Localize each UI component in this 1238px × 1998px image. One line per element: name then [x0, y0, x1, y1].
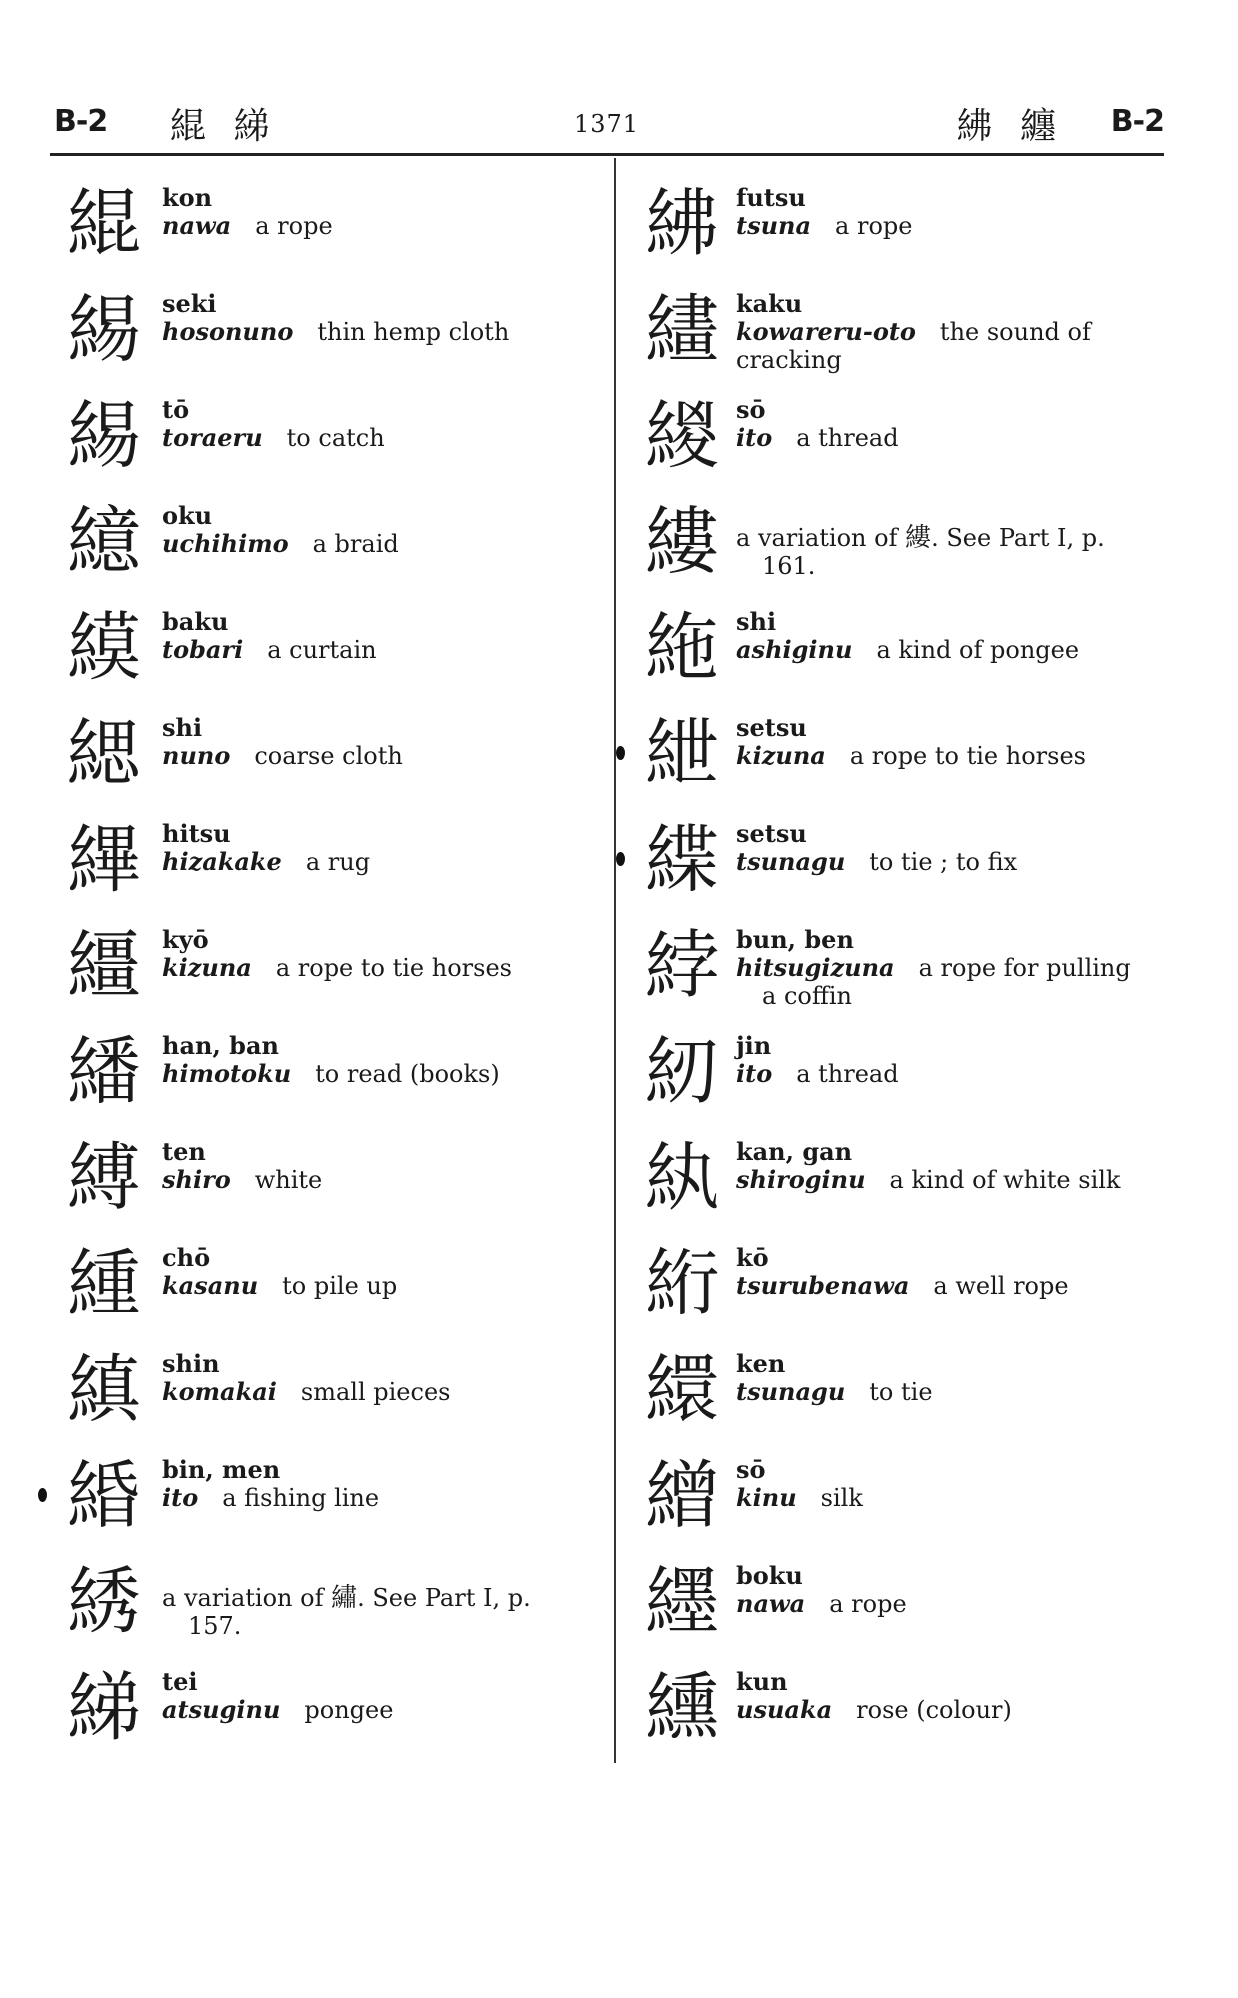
- dictionary-entry: [52, 372, 597, 478]
- variation-line: [736, 524, 1166, 552]
- entry-japanese: kizuna: [736, 741, 826, 770]
- entry-definition: a rug: [305, 848, 371, 876]
- entry-meaning-line: [162, 636, 597, 664]
- entry-meaning-line: [736, 424, 1166, 452]
- entry-kanji: 緍: [67, 1453, 141, 1539]
- entry-japanese: shiroginu: [736, 1165, 866, 1194]
- entry-kanji: 縛: [67, 1135, 141, 1221]
- entry-definition: a kind of pongee: [876, 636, 1080, 664]
- entry-text: [162, 1244, 597, 1300]
- entry-definition: a thread: [796, 424, 899, 452]
- entry-definition: a rope: [255, 212, 333, 240]
- entry-kanji: 緆: [67, 287, 141, 373]
- entry-definition: coarse cloth: [254, 742, 403, 770]
- section-label-left: B-2: [54, 104, 108, 139]
- entry-meaning-line: [736, 1696, 1166, 1724]
- entry-reading: sō: [736, 1455, 766, 1484]
- entry-text: [162, 1456, 597, 1512]
- entry-reading: jin: [736, 1031, 772, 1060]
- variation-reference: . See Part I, p.: [931, 524, 1105, 552]
- entry-japanese: usuaka: [736, 1695, 833, 1724]
- dictionary-entry: [626, 372, 1166, 478]
- entry-reading: chō: [162, 1243, 211, 1272]
- entry-definition: thin hemp cloth: [317, 318, 510, 346]
- entry-reading: kon: [162, 183, 213, 212]
- entry-definition: to tie ; to fix: [869, 848, 1018, 876]
- entry-japanese: shiro: [162, 1165, 231, 1194]
- entry-text: [736, 1456, 1166, 1512]
- entry-kanji: 紼: [645, 181, 719, 267]
- entry-reading: futsu: [736, 183, 806, 212]
- entry-meaning-line: [736, 212, 1166, 240]
- entry-meaning-line: [736, 1484, 1166, 1512]
- entry-japanese: kinu: [736, 1483, 797, 1512]
- entry-japanese: kasanu: [162, 1271, 259, 1300]
- entry-kanji: 繒: [645, 1453, 719, 1539]
- entry-reading: kun: [736, 1667, 788, 1696]
- entry-text: [162, 1350, 597, 1406]
- entry-japanese: ito: [736, 423, 773, 452]
- entry-definition: a rope: [829, 1590, 907, 1618]
- entry-marker-dot: [38, 1488, 47, 1502]
- entry-reading: shi: [162, 713, 203, 742]
- variation-page: 157.: [188, 1612, 242, 1640]
- entry-meaning-line: [736, 742, 1166, 770]
- section-label-right: B-2: [1110, 104, 1164, 139]
- entry-definition: a rope to tie horses: [275, 954, 512, 982]
- entry-text: [162, 290, 597, 346]
- entry-definition: the sound of: [939, 318, 1091, 346]
- entry-text: [162, 1668, 597, 1724]
- entry-text: [736, 1668, 1166, 1724]
- entry-meaning-line: [736, 1166, 1166, 1194]
- entry-reading: kō: [736, 1243, 769, 1272]
- entry-text: [736, 926, 1166, 1010]
- dictionary-entry: [52, 1432, 597, 1538]
- entry-kanji: 緤: [645, 817, 719, 903]
- entry-kanji: 緆: [67, 393, 141, 479]
- entry-kanji: 纆: [645, 1559, 719, 1645]
- entry-japanese: ashiginu: [736, 635, 853, 664]
- entry-reading: boku: [736, 1561, 803, 1590]
- entry-kanji: 綈: [67, 1665, 141, 1751]
- entry-text: [736, 1032, 1166, 1088]
- dictionary-entry: [626, 478, 1166, 584]
- entry-kanji: 綉: [67, 1559, 141, 1645]
- variation-page: 161.: [762, 552, 816, 580]
- entry-kanji: 繶: [67, 499, 141, 585]
- entry-japanese: atsuginu: [162, 1695, 281, 1724]
- entry-reading: tō: [162, 395, 190, 424]
- entry-kanji: 纁: [645, 1665, 719, 1751]
- entry-japanese: toraeru: [162, 423, 263, 452]
- page-header: [52, 96, 1164, 156]
- entry-text: [736, 608, 1166, 664]
- entry-definition: a well rope: [933, 1272, 1069, 1300]
- entry-reading: kyō: [162, 925, 209, 954]
- entry-reading: kan, gan: [736, 1137, 853, 1166]
- entry-meaning-line: [736, 848, 1166, 876]
- dictionary-entry: [626, 902, 1166, 1008]
- entry-definition: small pieces: [300, 1378, 451, 1406]
- entry-kanji: 紲: [645, 711, 719, 797]
- entry-japanese: hosonuno: [162, 317, 294, 346]
- variation-prefix: a variation of: [736, 524, 898, 552]
- entry-kanji: 緟: [67, 1241, 141, 1327]
- entry-meaning-line: [736, 1378, 1166, 1406]
- entry-kanji: 縷: [645, 499, 719, 585]
- entry-meaning-line: [162, 848, 597, 876]
- entry-kanji: 縪: [67, 817, 141, 903]
- entry-reading: tei: [162, 1667, 198, 1696]
- entry-text: [736, 290, 1166, 374]
- entry-reading: oku: [162, 501, 213, 530]
- entry-text: [162, 1032, 597, 1088]
- entry-meaning-line: [162, 1272, 597, 1300]
- dictionary-entry: [52, 902, 597, 1008]
- entry-definition: to read (books): [315, 1060, 500, 1088]
- entry-kanji: 紉: [645, 1029, 719, 1115]
- entry-text: [736, 184, 1166, 240]
- entry-reading: baku: [162, 607, 229, 636]
- entry-japanese: uchihimo: [162, 529, 289, 558]
- dictionary-entry: [52, 796, 597, 902]
- entry-kanji: 繣: [645, 287, 719, 373]
- entry-kanji: 緄: [67, 181, 141, 267]
- entry-japanese: ito: [736, 1059, 773, 1088]
- entry-kanji: 緵: [645, 393, 719, 479]
- entry-definition: a thread: [796, 1060, 899, 1088]
- entry-kanji: 繙: [67, 1029, 141, 1115]
- dictionary-entry: [52, 160, 597, 266]
- entry-kanji: 絎: [645, 1241, 719, 1327]
- entry-text: [736, 396, 1166, 452]
- entry-japanese: himotoku: [162, 1059, 292, 1088]
- entry-japanese: tsurubenawa: [736, 1271, 910, 1300]
- entry-kanji: 縸: [67, 605, 141, 691]
- entry-japanese: hizakake: [162, 847, 282, 876]
- entry-japanese: tobari: [162, 635, 244, 664]
- entry-japanese: tsunagu: [736, 847, 846, 876]
- dictionary-entry: [626, 1220, 1166, 1326]
- entry-text: [162, 926, 597, 982]
- entry-meaning-line: [162, 742, 597, 770]
- entry-kanji: 緦: [67, 711, 141, 797]
- entry-definition: a rope for pulling: [918, 954, 1131, 982]
- dictionary-entry: [52, 266, 597, 372]
- entry-reading: shin: [162, 1349, 220, 1378]
- entry-definition: to tie: [869, 1378, 933, 1406]
- entry-japanese: ito: [162, 1483, 199, 1512]
- entry-reading: shi: [736, 607, 777, 636]
- entry-kanji: 繮: [67, 923, 141, 1009]
- entry-japanese: nuno: [162, 741, 231, 770]
- entry-japanese: hitsugizuna: [736, 953, 895, 982]
- dictionary-entry: [626, 1644, 1166, 1750]
- entry-reading: bun, ben: [736, 925, 854, 954]
- entry-meaning-line: [162, 318, 597, 346]
- dictionary-entry: [52, 1538, 597, 1644]
- entry-reading: setsu: [736, 713, 807, 742]
- dictionary-entry: [52, 1326, 597, 1432]
- entry-kanji: 縝: [67, 1347, 141, 1433]
- dictionary-entry: [52, 1644, 597, 1750]
- dictionary-entry: [626, 1432, 1166, 1538]
- entry-reading: bin, men: [162, 1455, 281, 1484]
- entry-meaning-line: [162, 954, 597, 982]
- dictionary-entry: [626, 1326, 1166, 1432]
- entry-japanese: tsunagu: [736, 1377, 846, 1406]
- left-column: [52, 160, 597, 1750]
- entry-meaning-line: [736, 1272, 1166, 1300]
- header-kanji-left: 緄 綈: [170, 106, 278, 147]
- entry-marker-dot: [616, 746, 625, 760]
- dictionary-entry: [626, 796, 1166, 902]
- dictionary-entry: [626, 584, 1166, 690]
- entry-meaning-line: [736, 1590, 1166, 1618]
- variation-prefix: a variation of: [162, 1584, 324, 1612]
- dictionary-entry: [626, 690, 1166, 796]
- variation-note: [162, 1584, 597, 1640]
- entry-text: [736, 1244, 1166, 1300]
- header-kanji-right: 紼 纏: [956, 106, 1064, 147]
- entry-kanji: 綍: [645, 923, 719, 1009]
- entry-text: [736, 714, 1166, 770]
- header-rule: [50, 153, 1164, 156]
- entry-meaning-line: [162, 530, 597, 558]
- entry-definition: to catch: [286, 424, 385, 452]
- entry-text: [736, 1562, 1166, 1618]
- entry-japanese: kizuna: [162, 953, 252, 982]
- variation-note: [736, 524, 1166, 580]
- entry-japanese: nawa: [162, 211, 232, 240]
- entry-text: [162, 820, 597, 876]
- entry-kanji: 繯: [645, 1347, 719, 1433]
- entry-text: [736, 1138, 1166, 1194]
- right-column: [626, 160, 1166, 1750]
- entry-definition: a braid: [312, 530, 399, 558]
- entry-text: [162, 714, 597, 770]
- entry-reading: sō: [736, 395, 766, 424]
- entry-text: [162, 184, 597, 240]
- entry-definition: a curtain: [267, 636, 377, 664]
- entry-japanese: nawa: [736, 1589, 806, 1618]
- entry-reading: han, ban: [162, 1031, 279, 1060]
- entry-meaning-line: [736, 954, 1166, 982]
- entry-text: [162, 608, 597, 664]
- entry-definition: a rope to tie horses: [849, 742, 1086, 770]
- dictionary-entry: [52, 584, 597, 690]
- dictionary-entry: [52, 690, 597, 796]
- entry-meaning-line: [736, 636, 1166, 664]
- entry-meaning-line: [162, 1696, 597, 1724]
- entry-japanese: tsuna: [736, 211, 812, 240]
- dictionary-entry: [52, 1114, 597, 1220]
- entry-meaning-line: [162, 1378, 597, 1406]
- entry-meaning-line: [162, 1484, 597, 1512]
- dictionary-entry: [626, 266, 1166, 372]
- column-divider: [614, 158, 616, 1763]
- entry-definition-continued: cracking: [736, 346, 842, 374]
- dictionary-entry: [626, 1114, 1166, 1220]
- entry-kanji: 紈: [645, 1135, 719, 1221]
- entry-meaning-line: [736, 1060, 1166, 1088]
- entry-definition-continued: a coffin: [762, 982, 853, 1010]
- variation-line: [162, 1584, 597, 1612]
- entry-meaning-line: [736, 318, 1166, 346]
- entry-reading: kaku: [736, 289, 803, 318]
- dictionary-entry: [626, 160, 1166, 266]
- entry-meaning-line: [162, 1060, 597, 1088]
- entry-definition: a kind of white silk: [889, 1166, 1121, 1194]
- variation-reference: . See Part I, p.: [357, 1584, 531, 1612]
- dictionary-entry: [52, 1008, 597, 1114]
- entry-reading: hitsu: [162, 819, 231, 848]
- dictionary-entry: [626, 1538, 1166, 1644]
- entry-definition: silk: [820, 1484, 863, 1512]
- entry-text: [162, 1138, 597, 1194]
- entry-text: [736, 1350, 1166, 1406]
- entry-japanese: kowareru-oto: [736, 317, 916, 346]
- page-number: 1371: [574, 110, 640, 138]
- entry-meaning-line: [162, 212, 597, 240]
- entry-kanji: 絁: [645, 605, 719, 691]
- entry-text: [736, 820, 1166, 876]
- entry-definition: a fishing line: [222, 1484, 380, 1512]
- dictionary-entry: [52, 478, 597, 584]
- entry-definition: white: [254, 1166, 323, 1194]
- entry-definition: rose (colour): [856, 1696, 1012, 1724]
- variation-kanji: 繡: [331, 1583, 358, 1613]
- entry-reading: setsu: [736, 819, 807, 848]
- dictionary-entry: [52, 1220, 597, 1326]
- variation-kanji: 縷: [905, 523, 932, 553]
- entry-reading: seki: [162, 289, 217, 318]
- entry-definition: to pile up: [282, 1272, 398, 1300]
- entry-text: [162, 396, 597, 452]
- entry-meaning-line: [162, 1166, 597, 1194]
- entry-text: [162, 502, 597, 558]
- entry-reading: ken: [736, 1349, 786, 1378]
- entry-reading: ten: [162, 1137, 206, 1166]
- entry-japanese: komakai: [162, 1377, 277, 1406]
- dictionary-entry: [626, 1008, 1166, 1114]
- entry-meaning-line: [162, 424, 597, 452]
- entry-definition: pongee: [304, 1696, 394, 1724]
- entry-definition: a rope: [835, 212, 913, 240]
- entry-marker-dot: [616, 852, 625, 866]
